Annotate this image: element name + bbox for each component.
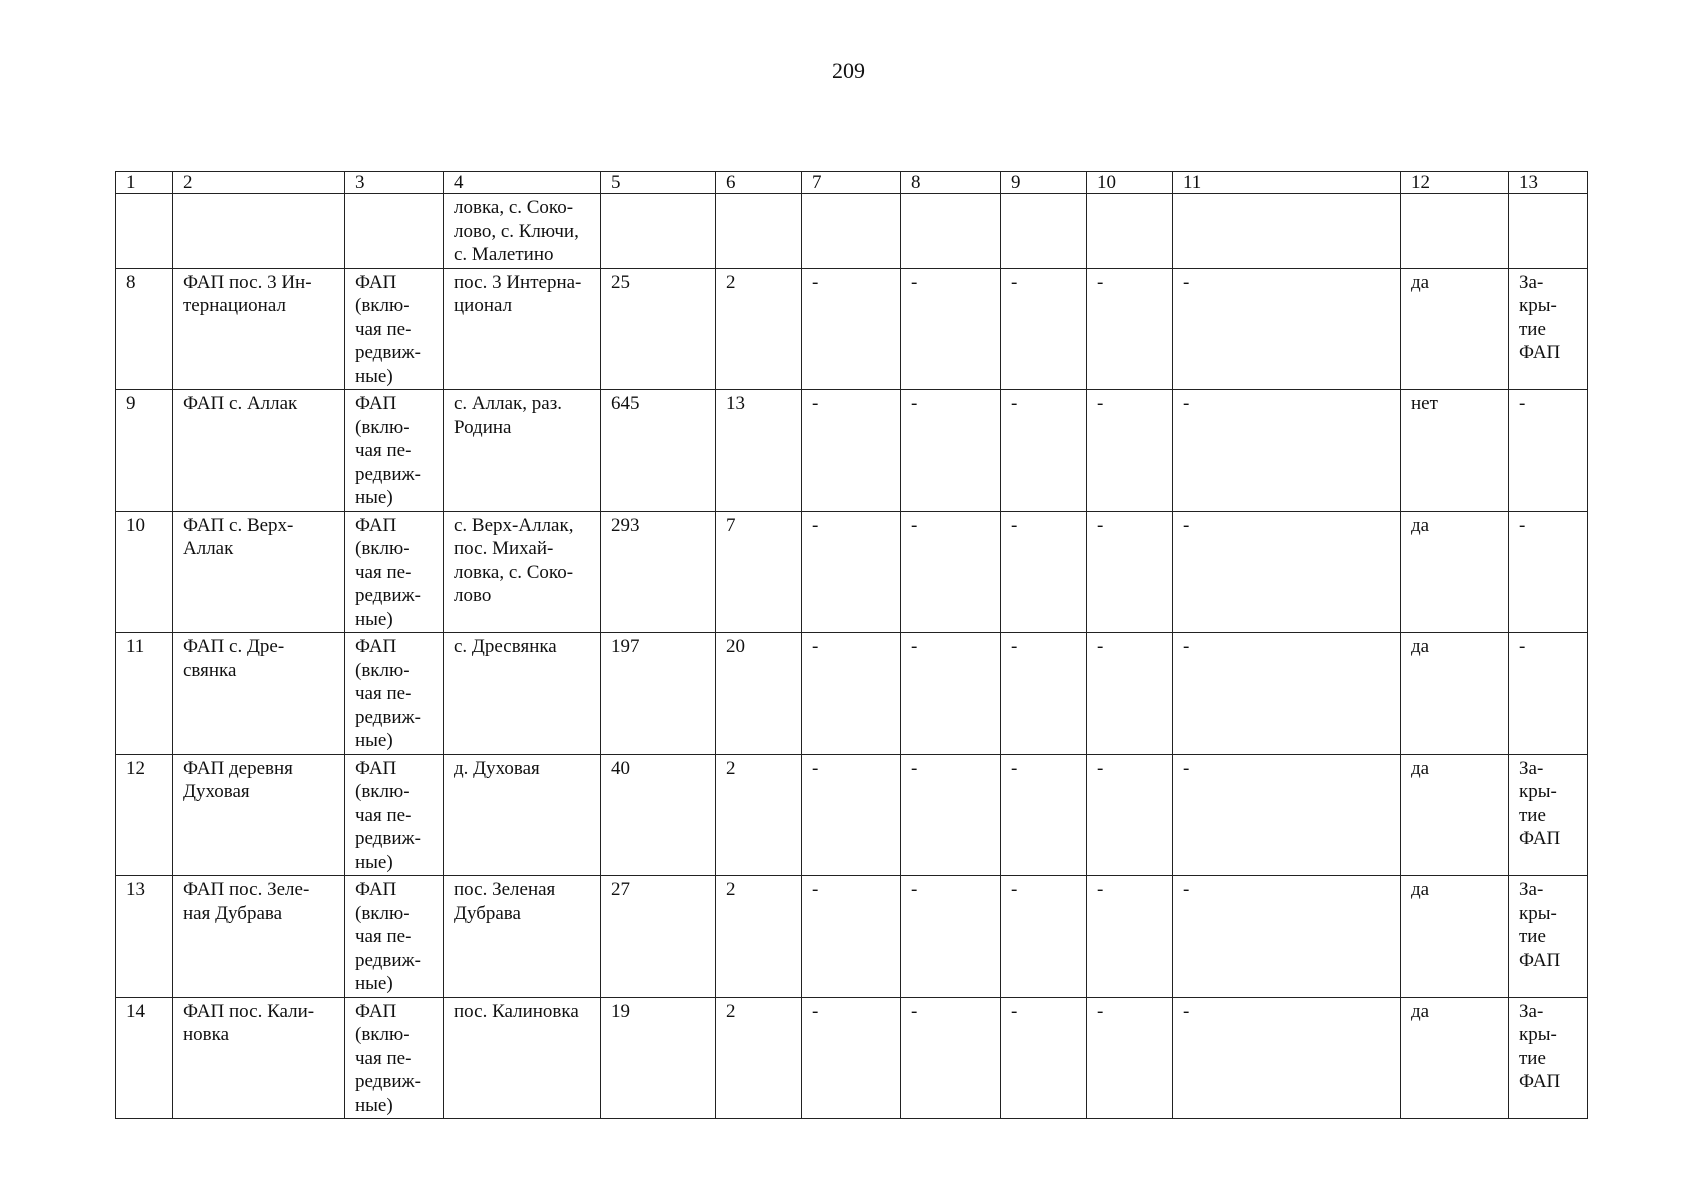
- table-cell: -: [802, 390, 901, 512]
- table-cell: [716, 194, 802, 269]
- column-number: 5: [601, 172, 716, 194]
- table-cell: -: [802, 876, 901, 998]
- table-cell: -: [1001, 876, 1087, 998]
- column-number: 9: [1001, 172, 1087, 194]
- table-cell: -: [901, 268, 1001, 390]
- facility-name-cell: ФАП пос. Зеле- ная Дубрава: [173, 876, 345, 998]
- table-cell: 27: [601, 876, 716, 998]
- facility-name-cell: ФАП с. Верх- Аллак: [173, 511, 345, 633]
- table-cell: За- кры- тие ФАП: [1509, 997, 1588, 1119]
- table-cell: 7: [716, 511, 802, 633]
- table-cell: 20: [716, 633, 802, 755]
- column-number-row: [116, 172, 1588, 194]
- table-cell: [1087, 194, 1173, 269]
- table-cell: 40: [601, 754, 716, 876]
- table-cell: -: [901, 511, 1001, 633]
- settlements-cell: с. Аллак, раз. Родина: [444, 390, 601, 512]
- settlements-cell: ловка, с. Соко- лово, с. Ключи, с. Малетино: [444, 194, 601, 269]
- table-cell: да: [1401, 997, 1509, 1119]
- table-row: [116, 754, 1588, 876]
- table-cell: [802, 194, 901, 269]
- facility-type-cell: ФАП (вклю- чая пе- редвиж- ные): [345, 876, 444, 998]
- column-number: 1: [116, 172, 173, 194]
- table-cell: 2: [716, 754, 802, 876]
- column-number: 4: [444, 172, 601, 194]
- table-cell: -: [1173, 633, 1401, 755]
- table-cell: 293: [601, 511, 716, 633]
- column-number: 3: [345, 172, 444, 194]
- table-cell: да: [1401, 754, 1509, 876]
- table-cell: -: [1173, 876, 1401, 998]
- column-number: 7: [802, 172, 901, 194]
- table-cell: [1509, 194, 1588, 269]
- table-cell: -: [901, 876, 1001, 998]
- table-cell: 19: [601, 997, 716, 1119]
- column-number: 2: [173, 172, 345, 194]
- table-cell: -: [1001, 390, 1087, 512]
- column-number: 6: [716, 172, 802, 194]
- facility-type-cell: ФАП (вклю- чая пе- редвиж- ные): [345, 268, 444, 390]
- table-cell: -: [802, 754, 901, 876]
- table-cell: 645: [601, 390, 716, 512]
- facility-type-cell: ФАП (вклю- чая пе- редвиж- ные): [345, 390, 444, 512]
- column-number: 11: [1173, 172, 1401, 194]
- row-number-cell: 13: [116, 876, 173, 998]
- settlements-cell: пос. Калиновка: [444, 997, 601, 1119]
- table-cell: За- кры- тие ФАП: [1509, 754, 1588, 876]
- table-cell: да: [1401, 633, 1509, 755]
- row-number-cell: 9: [116, 390, 173, 512]
- column-number: 12: [1401, 172, 1509, 194]
- table-cell: -: [1509, 390, 1588, 512]
- table-cell: [345, 194, 444, 269]
- table-cell: нет: [1401, 390, 1509, 512]
- table-cell: 25: [601, 268, 716, 390]
- table-cell: -: [1173, 390, 1401, 512]
- table-cell: -: [1001, 997, 1087, 1119]
- table-cell: 2: [716, 997, 802, 1119]
- table-cell: да: [1401, 511, 1509, 633]
- facility-name-cell: ФАП пос. Кали- новка: [173, 997, 345, 1119]
- table-cell: да: [1401, 876, 1509, 998]
- column-number: 8: [901, 172, 1001, 194]
- table-cell: -: [802, 997, 901, 1119]
- facility-type-cell: ФАП (вклю- чая пе- редвиж- ные): [345, 997, 444, 1119]
- table-cell: -: [1509, 511, 1588, 633]
- column-number: 10: [1087, 172, 1173, 194]
- table-cell: -: [1173, 268, 1401, 390]
- table-cell: За- кры- тие ФАП: [1509, 876, 1588, 998]
- table-row: [116, 997, 1588, 1119]
- facility-name-cell: ФАП с. Аллак: [173, 390, 345, 512]
- table-cell: -: [1087, 633, 1173, 755]
- table-cell: 197: [601, 633, 716, 755]
- table-cell: [1001, 194, 1087, 269]
- table-cell: -: [1087, 268, 1173, 390]
- table-cell: -: [1173, 997, 1401, 1119]
- table-cell: -: [1087, 876, 1173, 998]
- table-cell: -: [1509, 633, 1588, 755]
- table-cell: -: [1087, 511, 1173, 633]
- table-cell: [116, 194, 173, 269]
- table-cell: 2: [716, 876, 802, 998]
- table-cell: -: [1173, 754, 1401, 876]
- table-cell: [601, 194, 716, 269]
- row-number-cell: 10: [116, 511, 173, 633]
- page-number: 209: [832, 58, 865, 83]
- table-cell: [901, 194, 1001, 269]
- table-cell: -: [901, 633, 1001, 755]
- table-row: [116, 876, 1588, 998]
- settlements-cell: с. Верх-Аллак, пос. Михай- ловка, с. Соко- лово: [444, 511, 601, 633]
- table-cell: 2: [716, 268, 802, 390]
- table-row: [116, 633, 1588, 755]
- settlements-cell: д. Духовая: [444, 754, 601, 876]
- column-number: 13: [1509, 172, 1588, 194]
- row-number-cell: 8: [116, 268, 173, 390]
- table-cell: -: [1173, 511, 1401, 633]
- table-cell: За- кры- тие ФАП: [1509, 268, 1588, 390]
- settlements-cell: пос. Зеленая Дубрава: [444, 876, 601, 998]
- continuation-row: [116, 194, 1588, 269]
- facility-type-cell: ФАП (вклю- чая пе- редвиж- ные): [345, 633, 444, 755]
- table-cell: -: [901, 390, 1001, 512]
- table-cell: -: [802, 511, 901, 633]
- table-cell: -: [1001, 511, 1087, 633]
- table-cell: [173, 194, 345, 269]
- table-cell: -: [1001, 633, 1087, 755]
- table-cell: [1173, 194, 1401, 269]
- table-cell: -: [1001, 268, 1087, 390]
- table-cell: -: [1087, 754, 1173, 876]
- table-cell: -: [901, 997, 1001, 1119]
- facility-name-cell: ФАП пос. 3 Ин- тернационал: [173, 268, 345, 390]
- data-table: [115, 171, 1588, 1119]
- settlements-cell: пос. 3 Интерна- ционал: [444, 268, 601, 390]
- table-row: [116, 511, 1588, 633]
- row-number-cell: 12: [116, 754, 173, 876]
- table-cell: -: [802, 268, 901, 390]
- settlements-cell: с. Дресвянка: [444, 633, 601, 755]
- table-cell: -: [1001, 754, 1087, 876]
- facility-name-cell: ФАП деревня Духовая: [173, 754, 345, 876]
- facility-type-cell: ФАП (вклю- чая пе- редвиж- ные): [345, 754, 444, 876]
- table-cell: да: [1401, 268, 1509, 390]
- table-cell: -: [802, 633, 901, 755]
- table-row: [116, 268, 1588, 390]
- table-row: [116, 390, 1588, 512]
- table-cell: [1401, 194, 1509, 269]
- table-cell: -: [1087, 997, 1173, 1119]
- table-cell: -: [1087, 390, 1173, 512]
- facility-name-cell: ФАП с. Дре- свянка: [173, 633, 345, 755]
- facility-type-cell: ФАП (вклю- чая пе- редвиж- ные): [345, 511, 444, 633]
- row-number-cell: 14: [116, 997, 173, 1119]
- table-cell: 13: [716, 390, 802, 512]
- table-cell: -: [901, 754, 1001, 876]
- row-number-cell: 11: [116, 633, 173, 755]
